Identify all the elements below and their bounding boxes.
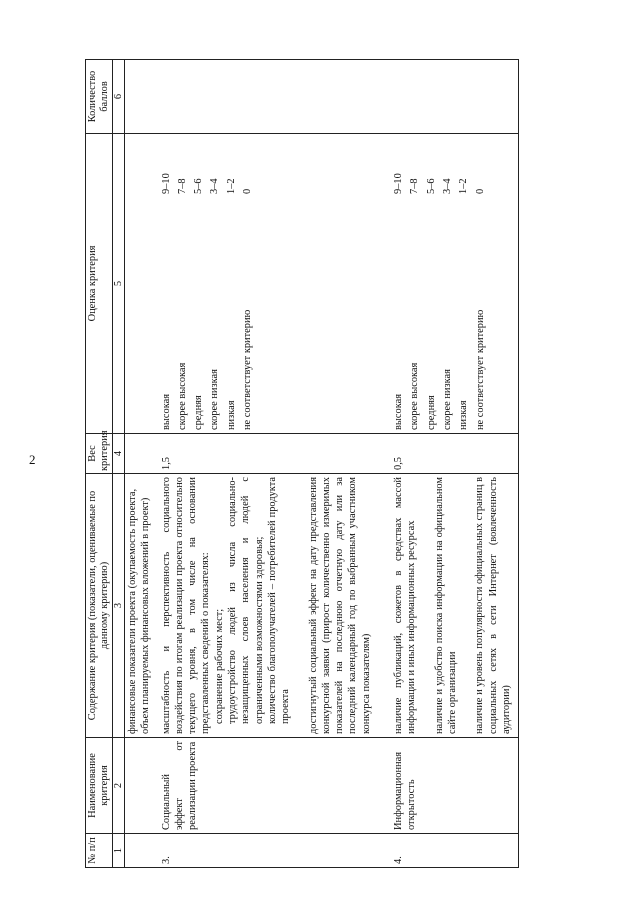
rating-label: не соответствует критерию	[242, 309, 254, 430]
rating-label: средняя	[193, 395, 205, 430]
content-paragraph: наличие публикаций, сюжетов в средствах массой информации и иных информационных ресурсах	[393, 477, 418, 734]
column-number-row	[113, 60, 125, 868]
rating-label: средняя	[425, 395, 437, 430]
colnum-4: 4	[113, 434, 125, 474]
rotated-page	[85, 30, 625, 870]
row-name: Социальный эффект от реализации проекта	[159, 738, 380, 834]
content-paragraph: наличие и удобство поиска информации на официальном сайте организации	[433, 477, 458, 734]
row-ratings	[380, 134, 519, 434]
colnum-6: 6	[113, 60, 125, 134]
criteria-table	[85, 59, 519, 868]
colnum-5: 5	[113, 134, 125, 434]
row-ratings	[159, 134, 380, 434]
rating-label: высокая	[160, 394, 172, 430]
score-value: 3–4	[441, 178, 453, 194]
continuation-text: финансовые показатели проекта (окупаемость проекта, объем планируемых финансовых вложений в проект)	[125, 474, 159, 738]
header-weight: Вес критерия	[86, 434, 113, 474]
row-weight: 1,5	[159, 434, 380, 474]
rating-label: высокая	[393, 394, 405, 430]
row-number: 4.	[380, 834, 519, 868]
row-content	[159, 474, 380, 738]
header-content: Содержание критерия (показатели, оцениваемые по данному критерию)	[86, 474, 113, 738]
score-value: 5–6	[425, 178, 437, 194]
rating-label: скорее высокая	[409, 362, 421, 430]
header-score: Количество баллов	[86, 60, 113, 134]
content-paragraph: достигнутый социальный эффект на дату представления конкурсной заявки (прирост количественно измеримых показателей на последнюю отчетную дату или за последний календарный год по выбранным участником конкурса показателям)	[307, 477, 372, 734]
row-name: Информационная открытость	[380, 738, 519, 834]
continuation-row	[125, 60, 159, 868]
score-value: 0	[474, 188, 486, 194]
row-number: 3.	[159, 834, 380, 868]
colnum-2: 2	[113, 738, 125, 834]
score-value: 1–2	[458, 178, 470, 194]
row-content	[380, 474, 519, 738]
content-paragraph: трудоустройство людей из числа социально-незащищенных слоев населения и людей с ограниченными возможностями здоровья;	[227, 477, 265, 724]
score-value: 1–2	[225, 178, 237, 194]
score-value: 7–8	[409, 178, 421, 194]
score-value: 7–8	[176, 178, 188, 194]
header-name: Наименование критерия	[86, 738, 113, 834]
page-number: 2	[29, 452, 36, 467]
rating-label: низкая	[458, 400, 470, 430]
header-number: № п/п	[86, 834, 113, 868]
header-row	[86, 60, 113, 868]
content-paragraph: наличие и уровень популярности официальных страниц в социальных сетях в сети Интернет (вовлеченность аудитории)	[474, 477, 512, 734]
table-row	[159, 60, 380, 868]
rating-label: скорее низкая	[209, 369, 221, 430]
rating-label: скорее высокая	[176, 362, 188, 430]
rating-label: скорее низкая	[441, 369, 453, 430]
score-value: 9–10	[160, 173, 172, 194]
row-weight: 0,5	[380, 434, 519, 474]
score-value: 5–6	[193, 178, 205, 194]
header-rating: Оценка критерия	[86, 134, 113, 434]
score-value: 0	[242, 188, 254, 194]
content-paragraph: масштабность и перспективность социального воздействия по итогам реализации проекта относительно текущего уровня, в том числе на основании представленных сведений о показателях:	[160, 477, 212, 734]
colnum-1: 1	[113, 834, 125, 868]
rating-label: не соответствует критерию	[474, 309, 486, 430]
table-row	[380, 60, 519, 868]
content-paragraph: сохранение рабочих мест;	[213, 608, 225, 724]
rating-label: низкая	[225, 400, 237, 430]
score-value: 3–4	[209, 178, 221, 194]
score-value: 9–10	[393, 173, 405, 194]
content-paragraph: количество благополучателей – потребителей продукта проекта	[266, 477, 292, 724]
colnum-3: 3	[113, 474, 125, 738]
